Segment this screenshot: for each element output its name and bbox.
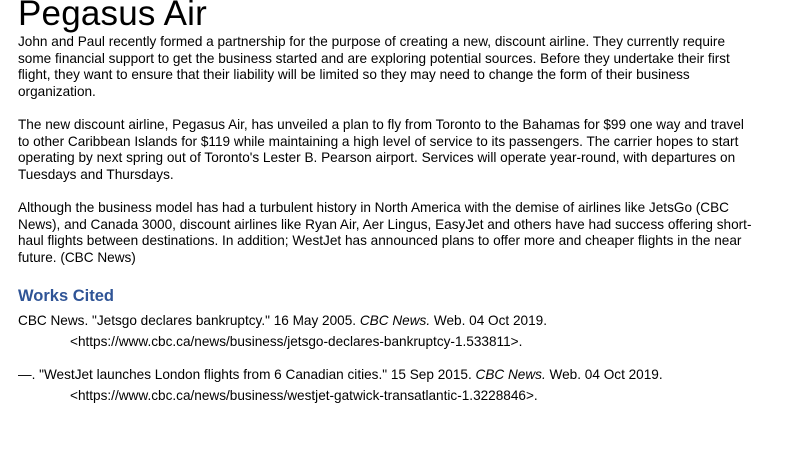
citation-main-line — [18, 364, 798, 385]
works-cited-heading: Works Cited — [18, 287, 114, 305]
citation-suffix: Web. 04 Oct 2019. — [545, 367, 663, 382]
citation-prefix: CBC News. "Jetsgo declares bankruptcy." 16 May 2005. — [18, 313, 360, 328]
paragraph-partnership: John and Paul recently formed a partnership for the purpose of creating a new, discount airline. They currently require some financial support to get the business started and are exploring potential sources. Before they undertake their first flight, they want to ensure that their liability will be limited so they may need to change the form of their business organization. — [18, 34, 730, 99]
citation-url: <https://www.cbc.ca/news/business/westjet-gatwick-transatlantic-1.3228846>. — [70, 388, 538, 403]
citation-publication: CBC News. — [475, 367, 546, 382]
citation-main-line — [18, 310, 798, 331]
citation-entry-westjet — [18, 364, 798, 406]
citation-suffix: Web. 04 Oct 2019. — [430, 313, 547, 328]
document-title: Pegasus Air — [18, 0, 207, 33]
document-page — [18, 0, 798, 406]
citation-prefix: —. "WestJet launches London flights from 6 Canadian cities." 15 Sep 2015. — [18, 367, 476, 382]
citation-url: <https://www.cbc.ca/news/business/jetsgo-declares-bankruptcy-1.533811>. — [70, 334, 523, 349]
citation-entry-jetsgo — [18, 310, 798, 352]
paragraph-airline-plan: The new discount airline, Pegasus Air, has unveiled a plan to fly from Toronto to the Bahamas for $99 one way and travel to other Caribbean Islands for $119 while maintaining a high level of service to its passengers. The carrier hopes to start operating by next spring out of Toronto's Lester B. Pearson airport. Services will operate year-round, with departures on Tuesdays and Thursdays. — [18, 117, 744, 182]
citation-publication: CBC News. — [359, 313, 431, 328]
paragraph-business-model: Although the business model has had a turbulent history in North America with the demise of airlines like JetsGo (CBC News), and Canada 3000, discount airlines like Ryan Air, Aer Lingus, EasyJet and others have had success offering short-haul flights between destinations. In addition; WestJet has announced plans to offer more and cheaper flights in the near future. (CBC News) — [18, 200, 752, 265]
